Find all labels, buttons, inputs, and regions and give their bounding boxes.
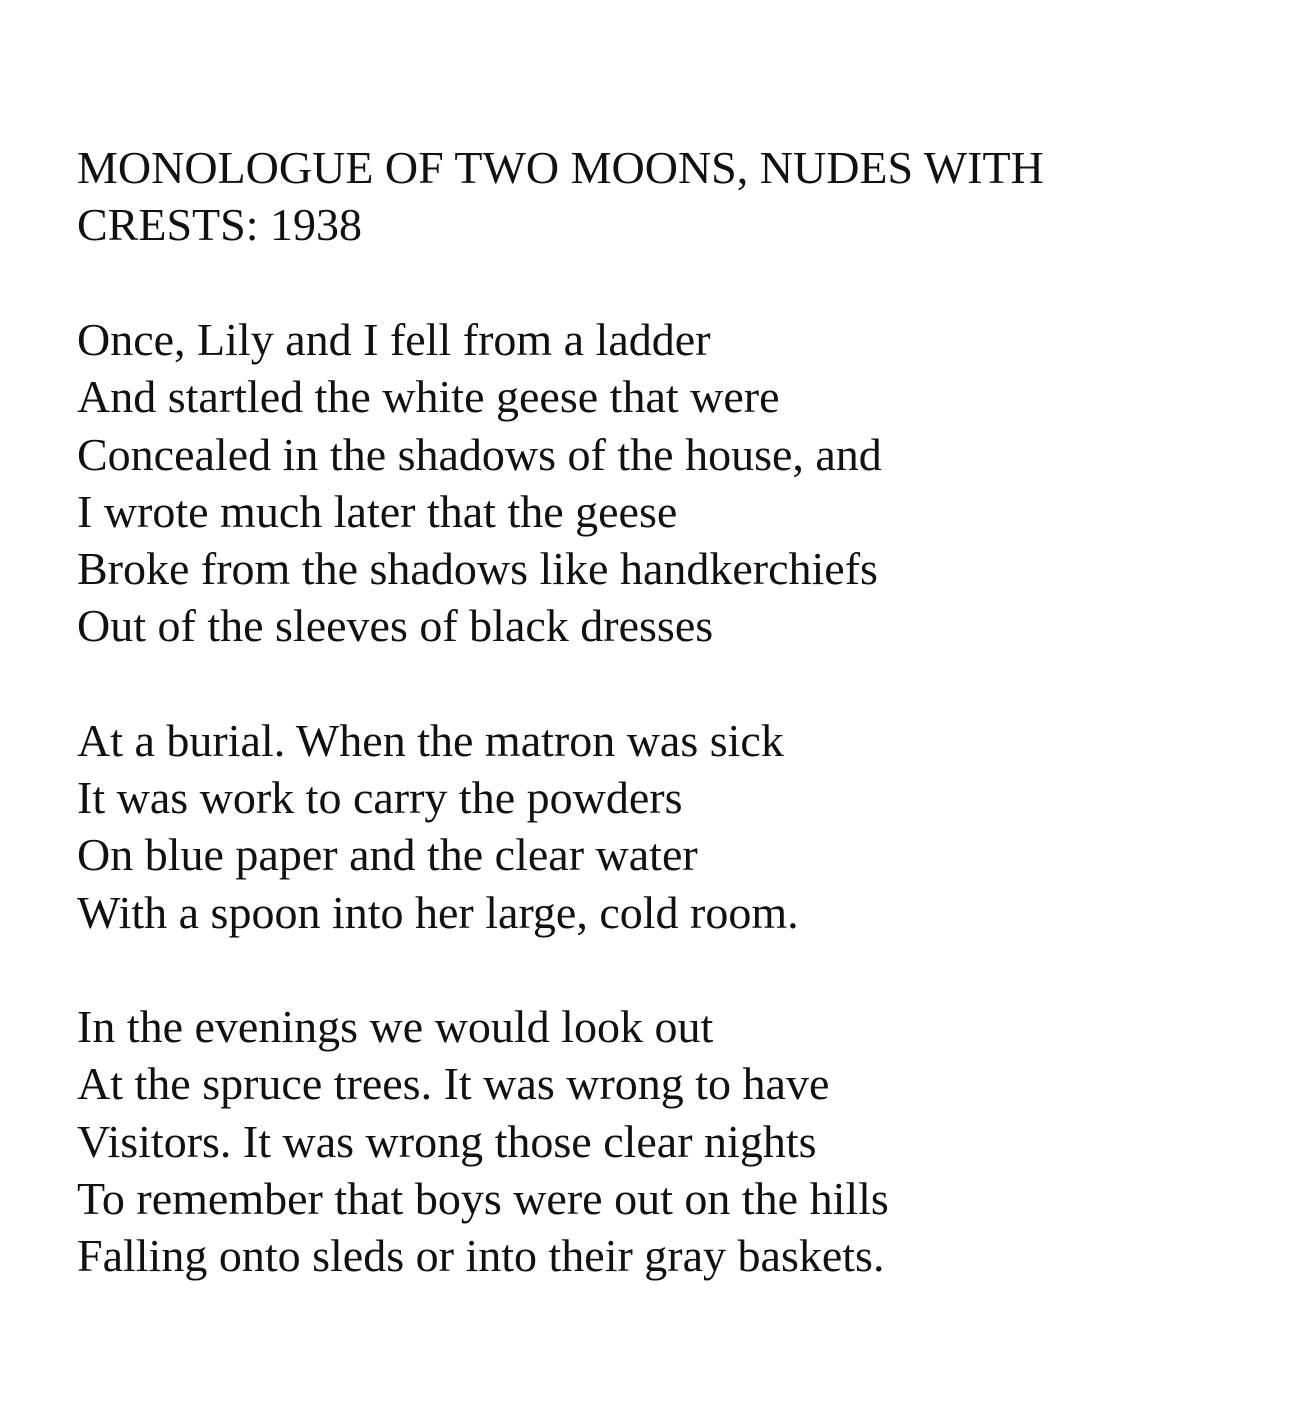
title-line: MONOLOGUE OF TWO MOONS, NUDES WITH bbox=[77, 142, 1044, 193]
poem-line: To remember that boys were out on the hills bbox=[77, 1172, 889, 1224]
poem-line: Falling onto sleds or into their gray baskets. bbox=[77, 1230, 885, 1282]
poem-line: Once, Lily and I fell from a ladder bbox=[77, 314, 711, 365]
poem-line: I wrote much later that the geese bbox=[77, 485, 678, 537]
poem-line: Visitors. It was wrong those clear nights bbox=[77, 1115, 817, 1167]
poem-title bbox=[77, 139, 1237, 253]
poem-line: Broke from the shadows like handkerchiefs bbox=[77, 543, 878, 595]
stanza-3 bbox=[77, 998, 1237, 1284]
poem-line: It was work to carry the powders bbox=[77, 772, 683, 824]
poem-line: At the spruce trees. It was wrong to have bbox=[77, 1058, 830, 1110]
poem-line: Concealed in the shadows of the house, and bbox=[77, 428, 882, 480]
poem-line: In the evenings we would look out bbox=[77, 1000, 714, 1052]
stanza-1 bbox=[77, 311, 1237, 655]
poem-line: On blue paper and the clear water bbox=[77, 829, 698, 881]
poem-line: And startled the white geese that were bbox=[77, 371, 780, 423]
poem-line: With a spoon into her large, cold room. bbox=[77, 886, 799, 938]
poem-line: At a burial. When the matron was sick bbox=[77, 714, 784, 766]
poem-line: Out of the sleeves of black dresses bbox=[77, 600, 714, 652]
title-line: CRESTS: 1938 bbox=[77, 199, 363, 250]
stanza-2 bbox=[77, 712, 1237, 941]
poem-page bbox=[77, 139, 1237, 1284]
